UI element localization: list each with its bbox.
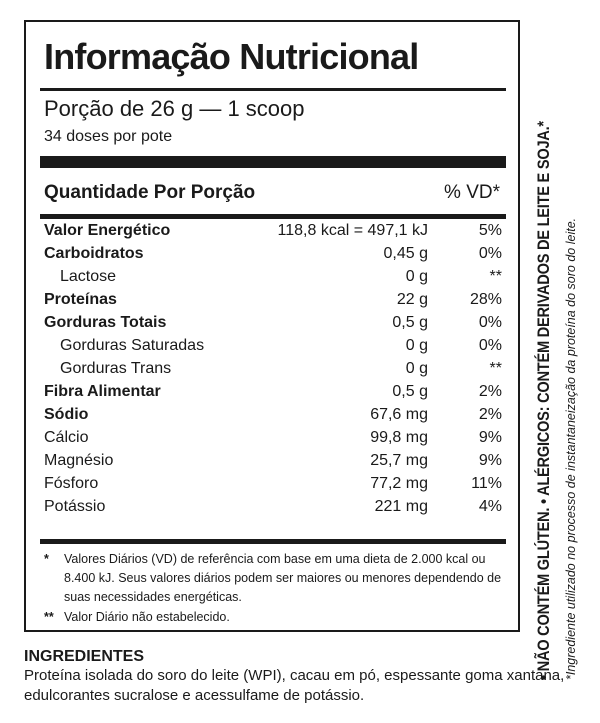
nutrient-daily-value: 0% [478,337,502,354]
footnote-text: Valores Diários (VD) de referência com base em uma dieta de 2.000 kcal ou 8.400 kJ. Seus valores diários podem ser maiores ou menores dependendo de suas necessidades energéticas. [64,552,502,604]
nutrient-daily-value: ** [489,268,502,285]
nutrient-row [40,243,506,266]
nutrient-daily-value: 11% [471,475,502,492]
footnote-mark: * [44,552,49,566]
nutrient-row [40,427,506,450]
ingredients-heading: INGREDIENTES [24,648,145,665]
nutrient-row [40,335,506,358]
nutrient-amount: 22 g [396,291,428,308]
footnote-daily-values [44,550,504,610]
ingredients-section [24,648,584,706]
nutrient-name: Sódio [44,406,89,423]
nutrient-row [40,381,506,404]
nutrient-daily-value: 9% [478,429,502,446]
nutrient-amount: 118,8 kcal = 497,1 kJ [277,222,428,239]
serving-size: Porção de 26 g — 1 scoop [44,96,305,121]
nutrient-name: Potássio [44,498,106,515]
nutrient-name: Gorduras Trans [60,360,172,377]
nutrient-amount: 25,7 mg [370,452,428,469]
nutrient-amount: 0,45 g [383,245,428,262]
nutrient-amount: 0 g [405,268,428,285]
nutrient-row [40,450,506,473]
nutrient-daily-value: 2% [478,383,502,400]
nutrient-amount: 0,5 g [392,314,428,331]
nutrient-daily-value: 2% [478,406,502,423]
nutrient-row [40,404,506,427]
table-bottom-divider [40,539,506,544]
nutrient-row [40,496,506,519]
daily-value-header: % VD* [444,182,500,203]
nutrient-name: Carboidratos [44,245,144,262]
nutrient-row [40,266,506,289]
nutrient-name: Magnésio [44,452,114,469]
nutrient-daily-value: 28% [469,291,502,308]
nutrient-row [40,289,506,312]
nutrient-daily-value: 0% [478,245,502,262]
nutrient-row [40,473,506,496]
allergen-warning: • NÃO CONTÉM GLÚTEN. • ALÉRGICOS: CONTÉM DERIVADOS DE LEITE E SOJA.* [534,121,553,680]
nutrient-row [40,358,506,381]
ingredients-text: Proteína isolada do soro do leite (WPI), cacau em pó, espessante goma xantana, edulcorantes sucralose e acessulfame de potássio. [24,667,565,704]
nutrient-daily-value: ** [489,360,502,377]
nutrient-amount: 0,5 g [392,383,428,400]
title-divider [40,88,506,91]
footnote-mark: ** [44,610,54,624]
nutrient-amount: 77,2 mg [370,475,428,492]
nutrient-row [40,312,506,335]
nutrient-daily-value: 0% [478,314,502,331]
amount-per-serving-header: Quantidade Por Porção [44,182,256,203]
nutrient-name: Lactose [60,268,117,285]
nutrient-name: Fibra Alimentar [44,383,161,400]
nutrient-daily-value: 5% [478,222,502,239]
nutrient-table [40,220,506,519]
nutrient-amount: 221 mg [374,498,428,515]
nutrient-name: Cálcio [44,429,89,446]
header-divider [40,214,506,219]
nutrition-facts-panel [24,20,520,632]
nutrient-amount: 0 g [405,360,428,377]
nutrient-daily-value: 4% [478,498,502,515]
thick-divider [40,156,506,168]
footnote-text: Valor Diário não estabelecido. [64,610,230,624]
nutrient-daily-value: 9% [478,452,502,469]
nutrient-amount: 0 g [405,337,428,354]
nutrient-amount: 99,8 mg [370,429,428,446]
allergen-side-panel [530,30,590,680]
nutrient-row [40,220,506,243]
footnote-not-established [44,608,504,628]
nutrient-name: Proteínas [44,291,117,308]
nutrient-amount: 67,6 mg [370,406,428,423]
servings-per-container: 34 doses por pote [44,128,173,145]
nutrient-name: Fósforo [44,475,99,492]
nutrient-name: Valor Energético [44,222,171,239]
allergen-note: *Ingrediente utilizado no processo de instantaneização da proteína do soro do leite. [564,217,578,680]
nutrient-name: Gorduras Totais [44,314,167,331]
label-title: Informação Nutricional [44,36,419,77]
nutrient-name: Gorduras Saturadas [60,337,205,354]
